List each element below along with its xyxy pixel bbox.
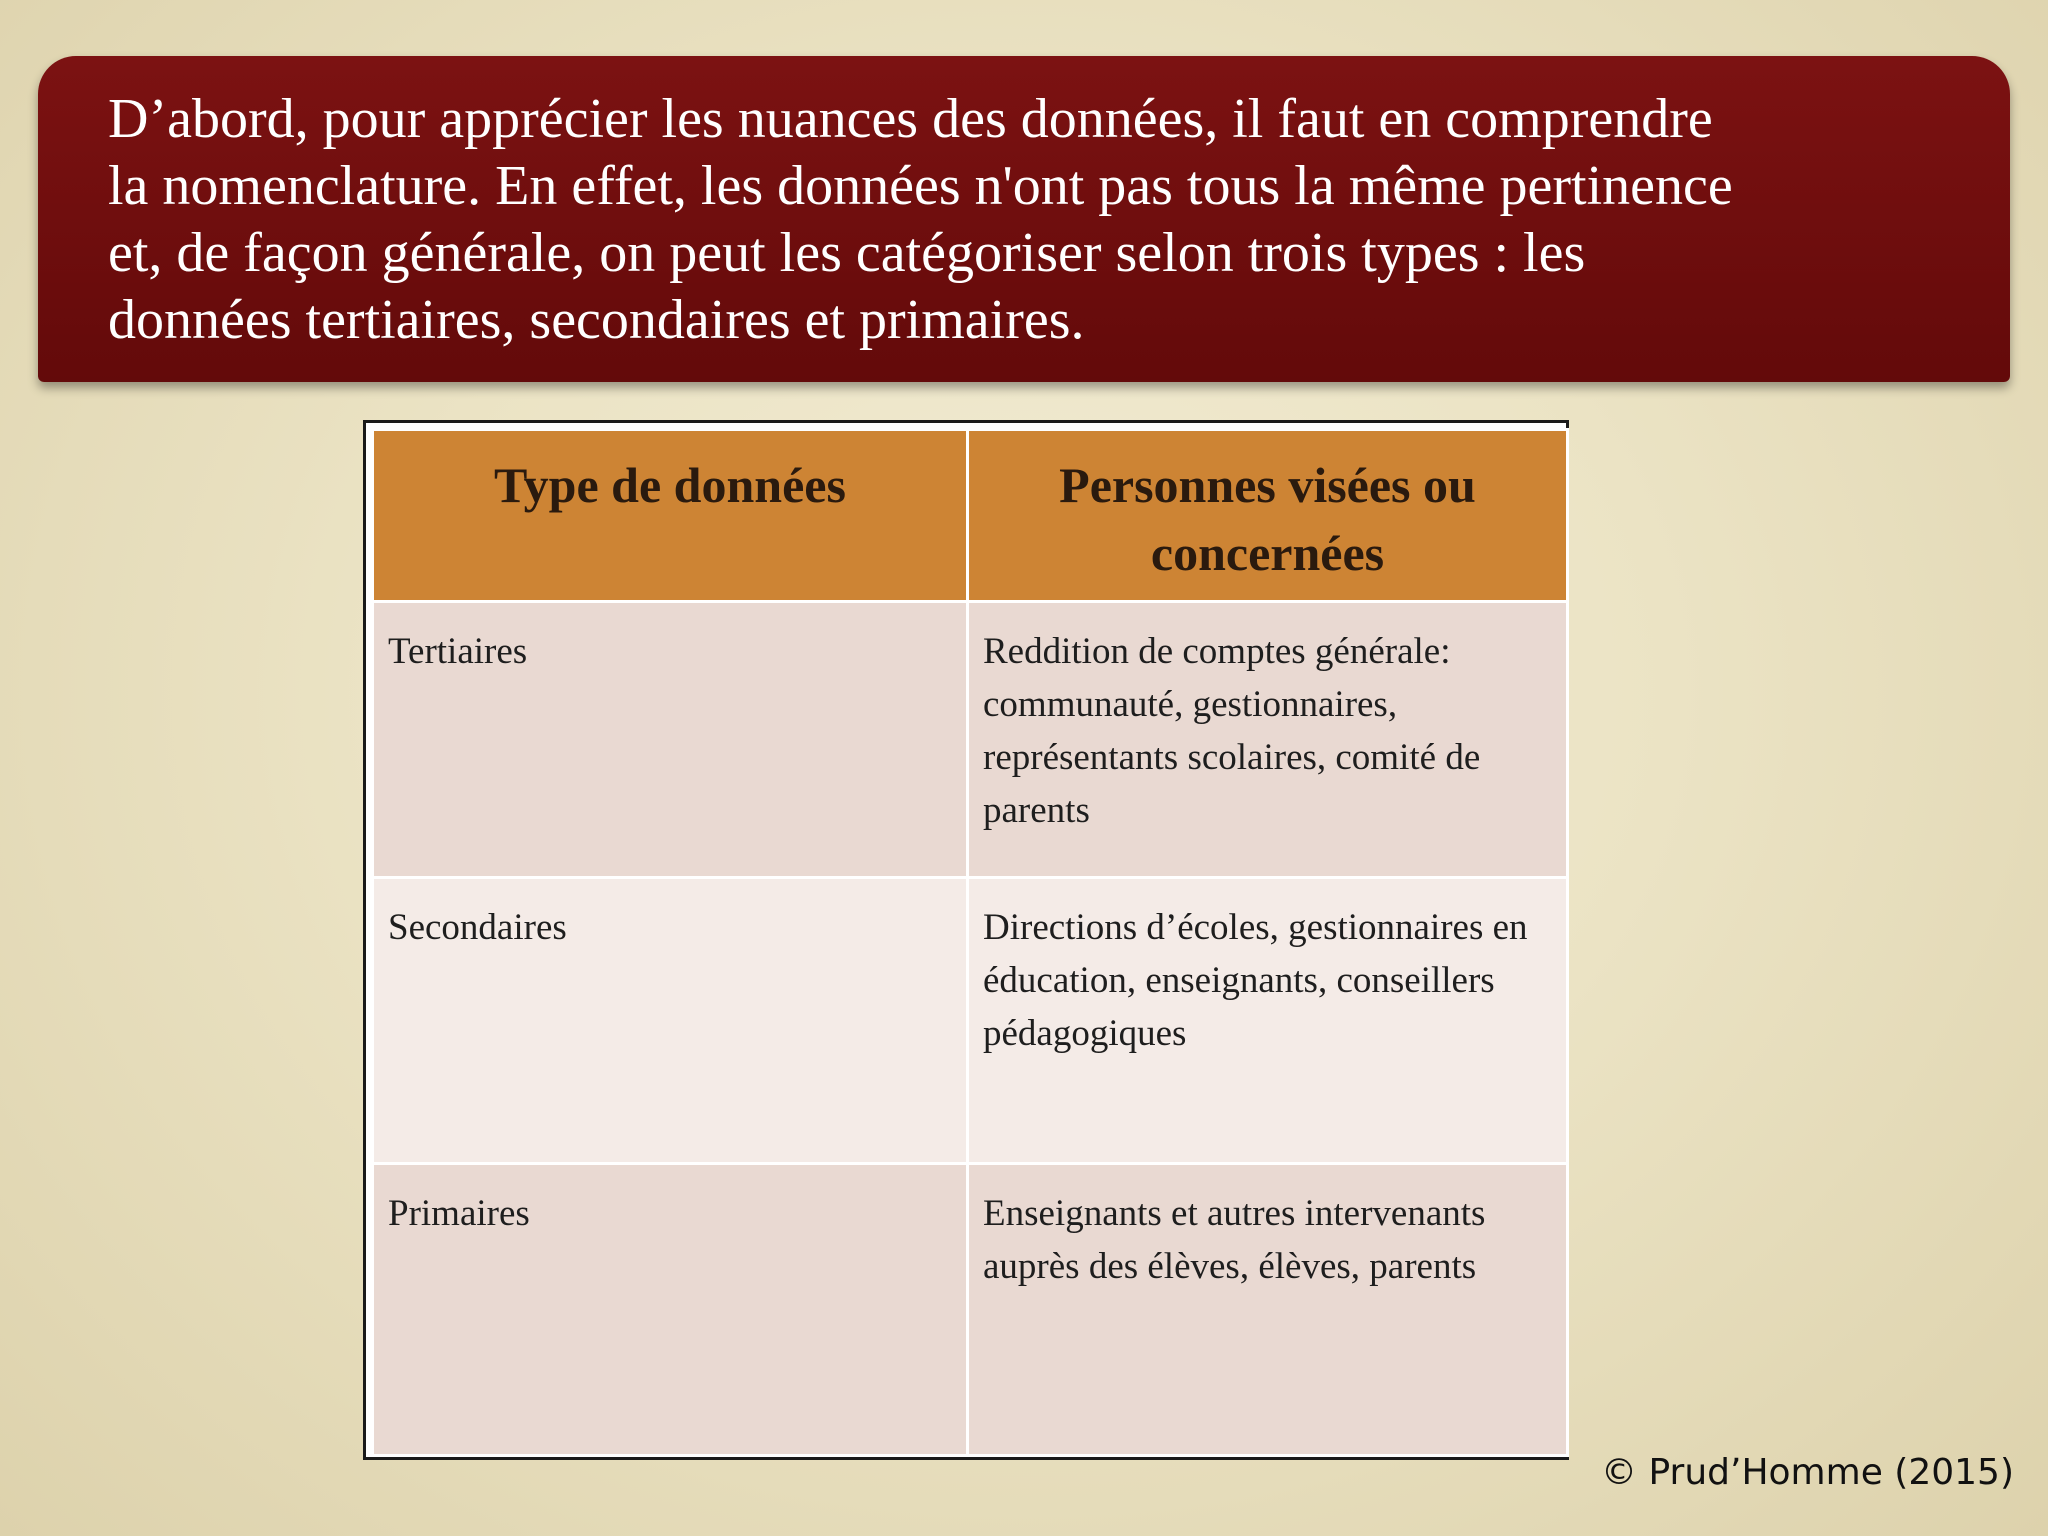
table-row: [373, 1164, 1568, 1456]
cell-people: Reddition de comptes générale: communauté, gestionnaires, représentants scolaires, comité de parents: [968, 602, 1568, 878]
data-types-table-frame: [363, 420, 1569, 1460]
intro-text: D’abord, pour apprécier les nuances des données, il faut en comprendre la nomenclature. En effet, les données n'ont pas tous la même pertinence et, de façon générale, on peut les catégoriser selon trois types : les données tertiaires, secondaires et primaires.: [108, 88, 1733, 351]
cell-type: Secondaires: [373, 878, 968, 1164]
table-row: [373, 878, 1568, 1164]
copyright-notice: © Prud’Homme (2015): [1601, 1452, 2014, 1493]
table-header-row: [373, 430, 1568, 602]
table-row: [373, 602, 1568, 878]
cell-people: Directions d’écoles, gestionnaires en éducation, enseignants, conseillers pédagogiques: [968, 878, 1568, 1164]
cell-people: Enseignants et autres intervenants auprès des élèves, élèves, parents: [968, 1164, 1568, 1456]
header-people: Personnes visées ou concernées: [968, 430, 1568, 602]
intro-banner: [38, 56, 2010, 382]
cell-type: Primaires: [373, 1164, 968, 1456]
data-types-table: [371, 428, 1569, 1457]
cell-type: Tertiaires: [373, 602, 968, 878]
header-type: Type de données: [373, 430, 968, 602]
